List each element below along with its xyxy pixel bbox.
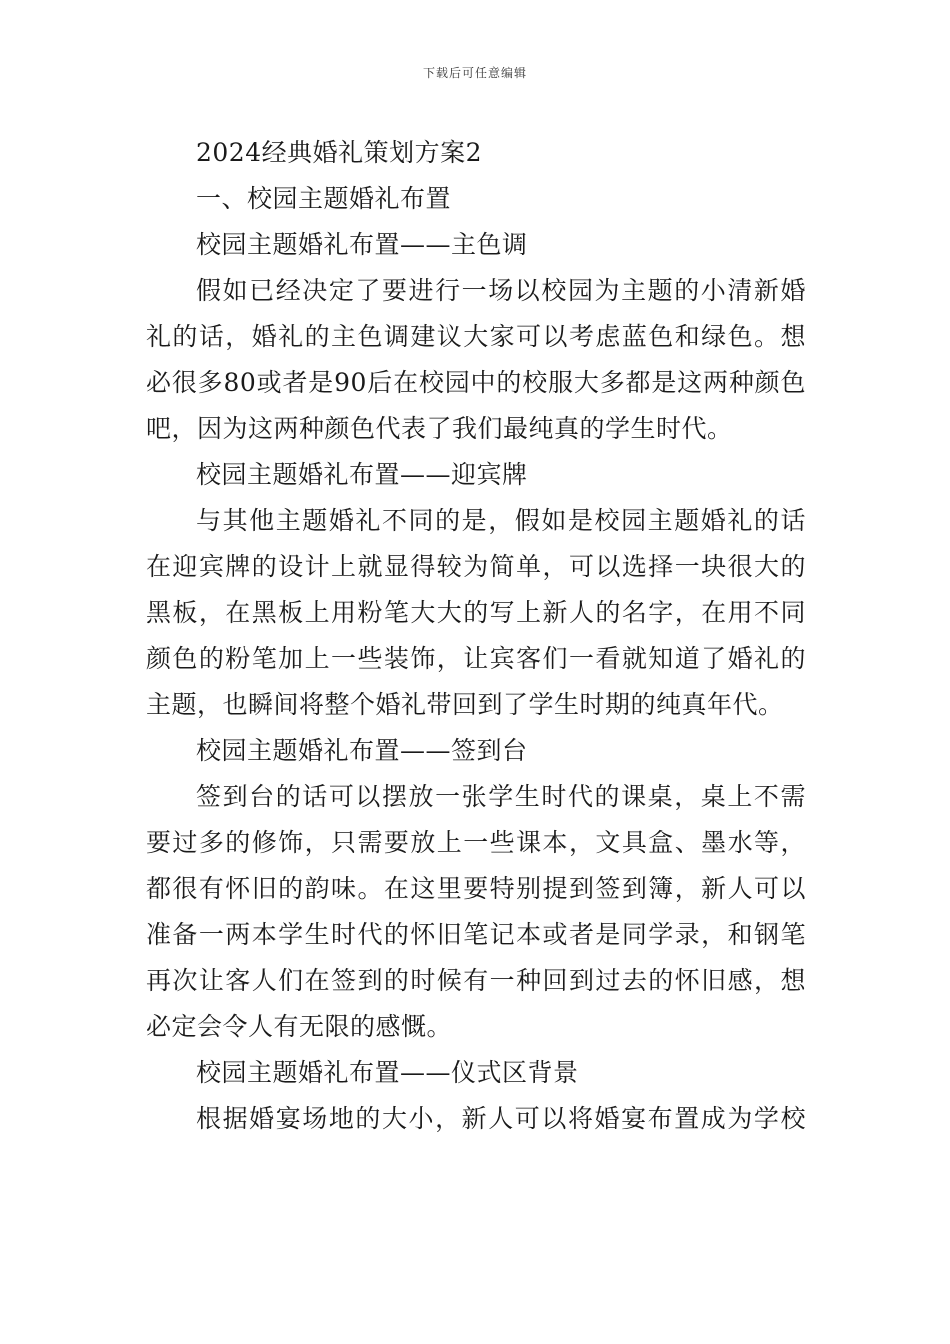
paragraph-line: 准备一两本学生时代的怀旧笔记本或者是同学录，和钢笔 xyxy=(146,920,806,949)
paragraph-line: 与其他主题婚礼不同的是，假如是校园主题婚礼的话 xyxy=(196,506,806,535)
paragraph-line: 必很多80或者是90后在校园中的校服大多都是这两种颜色 xyxy=(146,368,806,397)
paragraph-line: 都很有怀旧的韵味。在这里要特别提到签到簿，新人可以 xyxy=(146,874,806,903)
paragraph-line: 颜色的粉笔加上一些装饰，让宾客们一看就知道了婚礼的 xyxy=(146,644,806,673)
subheading-main-color: 校园主题婚礼布置——主色调 xyxy=(196,230,528,259)
paragraph-line: 签到台的话可以摆放一张学生时代的课桌，桌上不需 xyxy=(196,782,806,811)
subheading-welcome-sign: 校园主题婚礼布置——迎宾牌 xyxy=(196,460,528,489)
subheading-sign-in-desk: 校园主题婚礼布置——签到台 xyxy=(196,736,528,765)
paragraph-line: 再次让客人们在签到的时候有一种回到过去的怀旧感，想 xyxy=(146,966,806,995)
paragraph-line: 要过多的修饰，只需要放上一些课本，文具盒、墨水等， xyxy=(146,828,806,857)
subheading-ceremony-backdrop: 校园主题婚礼布置——仪式区背景 xyxy=(196,1058,579,1087)
paragraph-line: 在迎宾牌的设计上就显得较为简单，可以选择一块很大的 xyxy=(146,552,806,581)
page-header-note: 下载后可任意编辑 xyxy=(422,66,527,80)
paragraph-line: 主题，也瞬间将整个婚礼带回到了学生时期的纯真年代。 xyxy=(146,690,784,719)
paragraph-line: 黑板，在黑板上用粉笔大大的写上新人的名字，在用不同 xyxy=(146,598,806,627)
document-title: 2024经典婚礼策划方案2 xyxy=(196,138,483,167)
paragraph-line: 吧，因为这两种颜色代表了我们最纯真的学生时代。 xyxy=(146,414,733,443)
section-heading: 一、校园主题婚礼布置 xyxy=(196,184,452,213)
paragraph-line: 礼的话，婚礼的主色调建议大家可以考虑蓝色和绿色。想 xyxy=(146,322,806,351)
document-body xyxy=(146,130,806,1142)
paragraph-line: 假如已经决定了要进行一场以校园为主题的小清新婚 xyxy=(196,276,806,305)
paragraph-line: 根据婚宴场地的大小，新人可以将婚宴布置成为学校 xyxy=(196,1104,806,1133)
paragraph-line: 必定会令人有无限的感慨。 xyxy=(146,1012,453,1041)
